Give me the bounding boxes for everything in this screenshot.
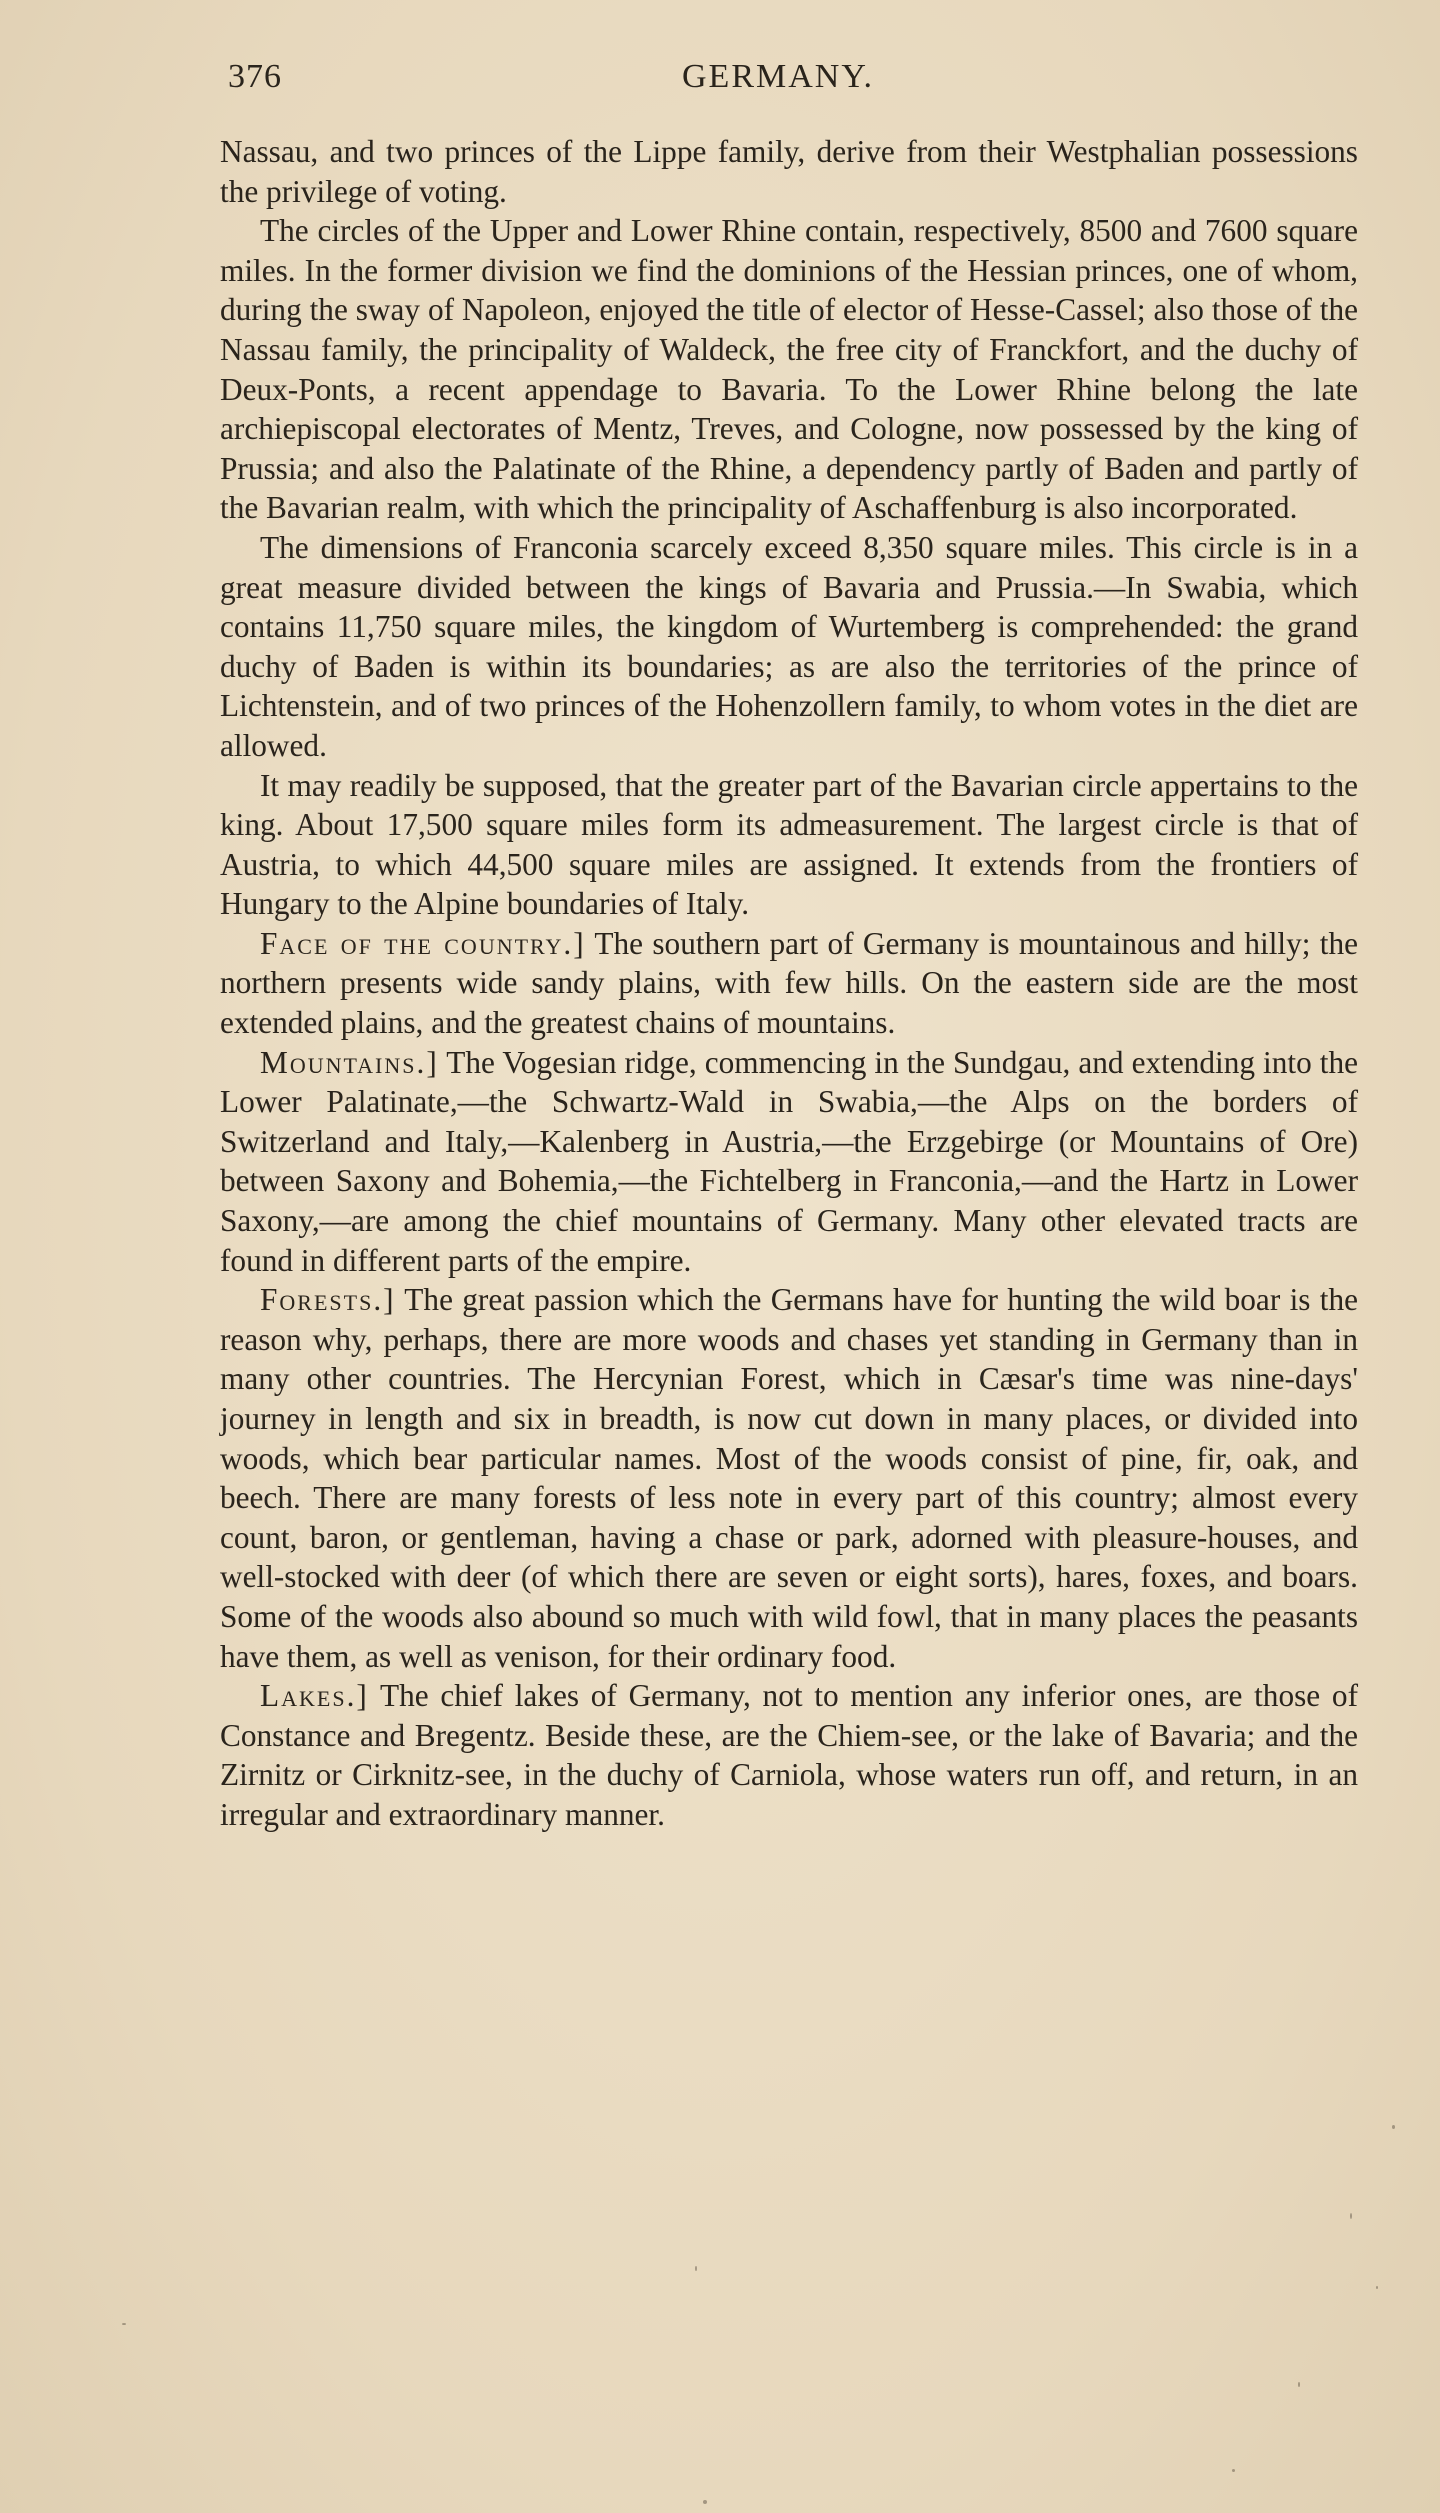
- paragraph-text: The southern part of Germany is mountainous and hilly; the northern presents wide sandy plains, with few hills. On the eastern side are the most extended plains, and the greatest chains of mountains.: [220, 925, 1358, 1041]
- section-lead: Forests.]: [260, 1282, 396, 1318]
- paragraph-text: The Vogesian ridge, commencing in the Sundgau, and extending into the Lower Palatinate,—the Schwartz-Wald in Swabia,—the Alps on the borders of Switzerland and Italy,—Kalenberg in Austria,—the Erzgebirge (or Mountains of Ore) between Saxony and Bohemia,—the Fichtelberg in Franconia,—and the Hartz in Lower Saxony,—are among the chief mountains of Germany. Many other elevated tracts are found in different parts of the empire.: [220, 1044, 1358, 1278]
- body-text: [220, 132, 1358, 1835]
- section-lead: Face of the country.]: [260, 925, 586, 961]
- paragraph-text: The chief lakes of Germany, not to mention any inferior ones, are those of Constance and Bregentz. Beside these, are the Chiem-see, or the lake of Bavaria; and the Zirnitz or Cirknitz-see, in the duchy of Carniola, whose waters run off, and return, in an irregular and extraordinary manner.: [220, 1678, 1358, 1832]
- paragraph-mountains: [220, 1043, 1358, 1281]
- paragraph-text: The great passion which the Germans have for hunting the wild boar is the reason why, perhaps, there are more woods and chases yet standing in Germany than in many other countries. The Hercynian Forest, which in Cæsar's time was nine-days' journey in length and six in breadth, is now cut down in many places, or divided into woods, which bear particular names. Most of the woods consist of pine, fir, oak, and beech. There are many forests of less note in every part of this country; almost every count, baron, or gentleman, having a chase or park, adorned with pleasure-houses, and well-stocked with deer (of which there are seven or eight sorts), hares, foxes, and boars. Some of the woods also abound so much with wild fowl, that in many places the peasants have them, as well as venison, for their ordinary food.: [220, 1282, 1358, 1674]
- paper-speck: [1350, 2213, 1352, 2219]
- paper-speck: [1392, 2125, 1395, 2129]
- paragraph-1: [220, 132, 1358, 211]
- paper-speck: [1298, 2382, 1300, 2387]
- paper-speck: [703, 2500, 707, 2504]
- paragraph-2: [220, 211, 1358, 528]
- paragraph-3: [220, 528, 1358, 766]
- paper-speck: [695, 2266, 697, 2271]
- section-lead: Mountains.]: [260, 1044, 439, 1080]
- paper-speck: [1376, 2286, 1378, 2289]
- paragraph-text: The dimensions of Franconia scarcely exceed 8,350 square miles. This circle is in a great measure divided between the kings of Bavaria and Prussia.—In Swabia, which contains 11,750 square miles, the kingdom of Wurtemberg is comprehended: the grand duchy of Baden is within its boundaries; as are also the territories of the prince of Lichtenstein, and of two princes of the Hohenzollern family, to whom votes in the diet are allowed.: [220, 529, 1358, 763]
- paper-speck: [122, 2323, 126, 2325]
- paragraph-lakes: [220, 1676, 1358, 1834]
- paragraph-face-of-country: [220, 924, 1358, 1043]
- paragraph-text: Nassau, and two princes of the Lippe family, derive from their Westphalian possessions the privilege of voting.: [220, 134, 1358, 209]
- paragraph-4: [220, 766, 1358, 924]
- paragraph-text: It may readily be supposed, that the greater part of the Bavarian circle appertains to the king. About 17,500 square miles form its admeasurement. The largest circle is that of Austria, to which 44,500 square miles are assigned. It extends from the frontiers of Hungary to the Alpine boundaries of Italy.: [220, 767, 1358, 922]
- paragraph-forests: [220, 1280, 1358, 1676]
- running-title: GERMANY.: [682, 58, 875, 95]
- paragraph-text: The circles of the Upper and Lower Rhine contain, respectively, 8500 and 7600 square miles. In the former division we find the dominions of the Hessian princes, one of whom, during the sway of Napoleon, enjoyed the title of elector of Hesse-Cassel; also those of the Nassau family, the principality of Waldeck, the free city of Franckfort, and the duchy of Deux-Ponts, a recent appendage to Bavaria. To the Lower Rhine belong the late archiepiscopal electorates of Mentz, Treves, and Cologne, now possessed by the king of Prussia; and also the Palatinate of the Rhine, a dependency partly of Baden and partly of the Bavarian realm, with which the principality of Aschaffenburg is also incorporated.: [220, 213, 1358, 526]
- page-number: 376: [228, 58, 282, 95]
- paper-speck: [1232, 2469, 1235, 2472]
- page-header: [212, 52, 1362, 102]
- section-lead: Lakes.]: [260, 1678, 369, 1714]
